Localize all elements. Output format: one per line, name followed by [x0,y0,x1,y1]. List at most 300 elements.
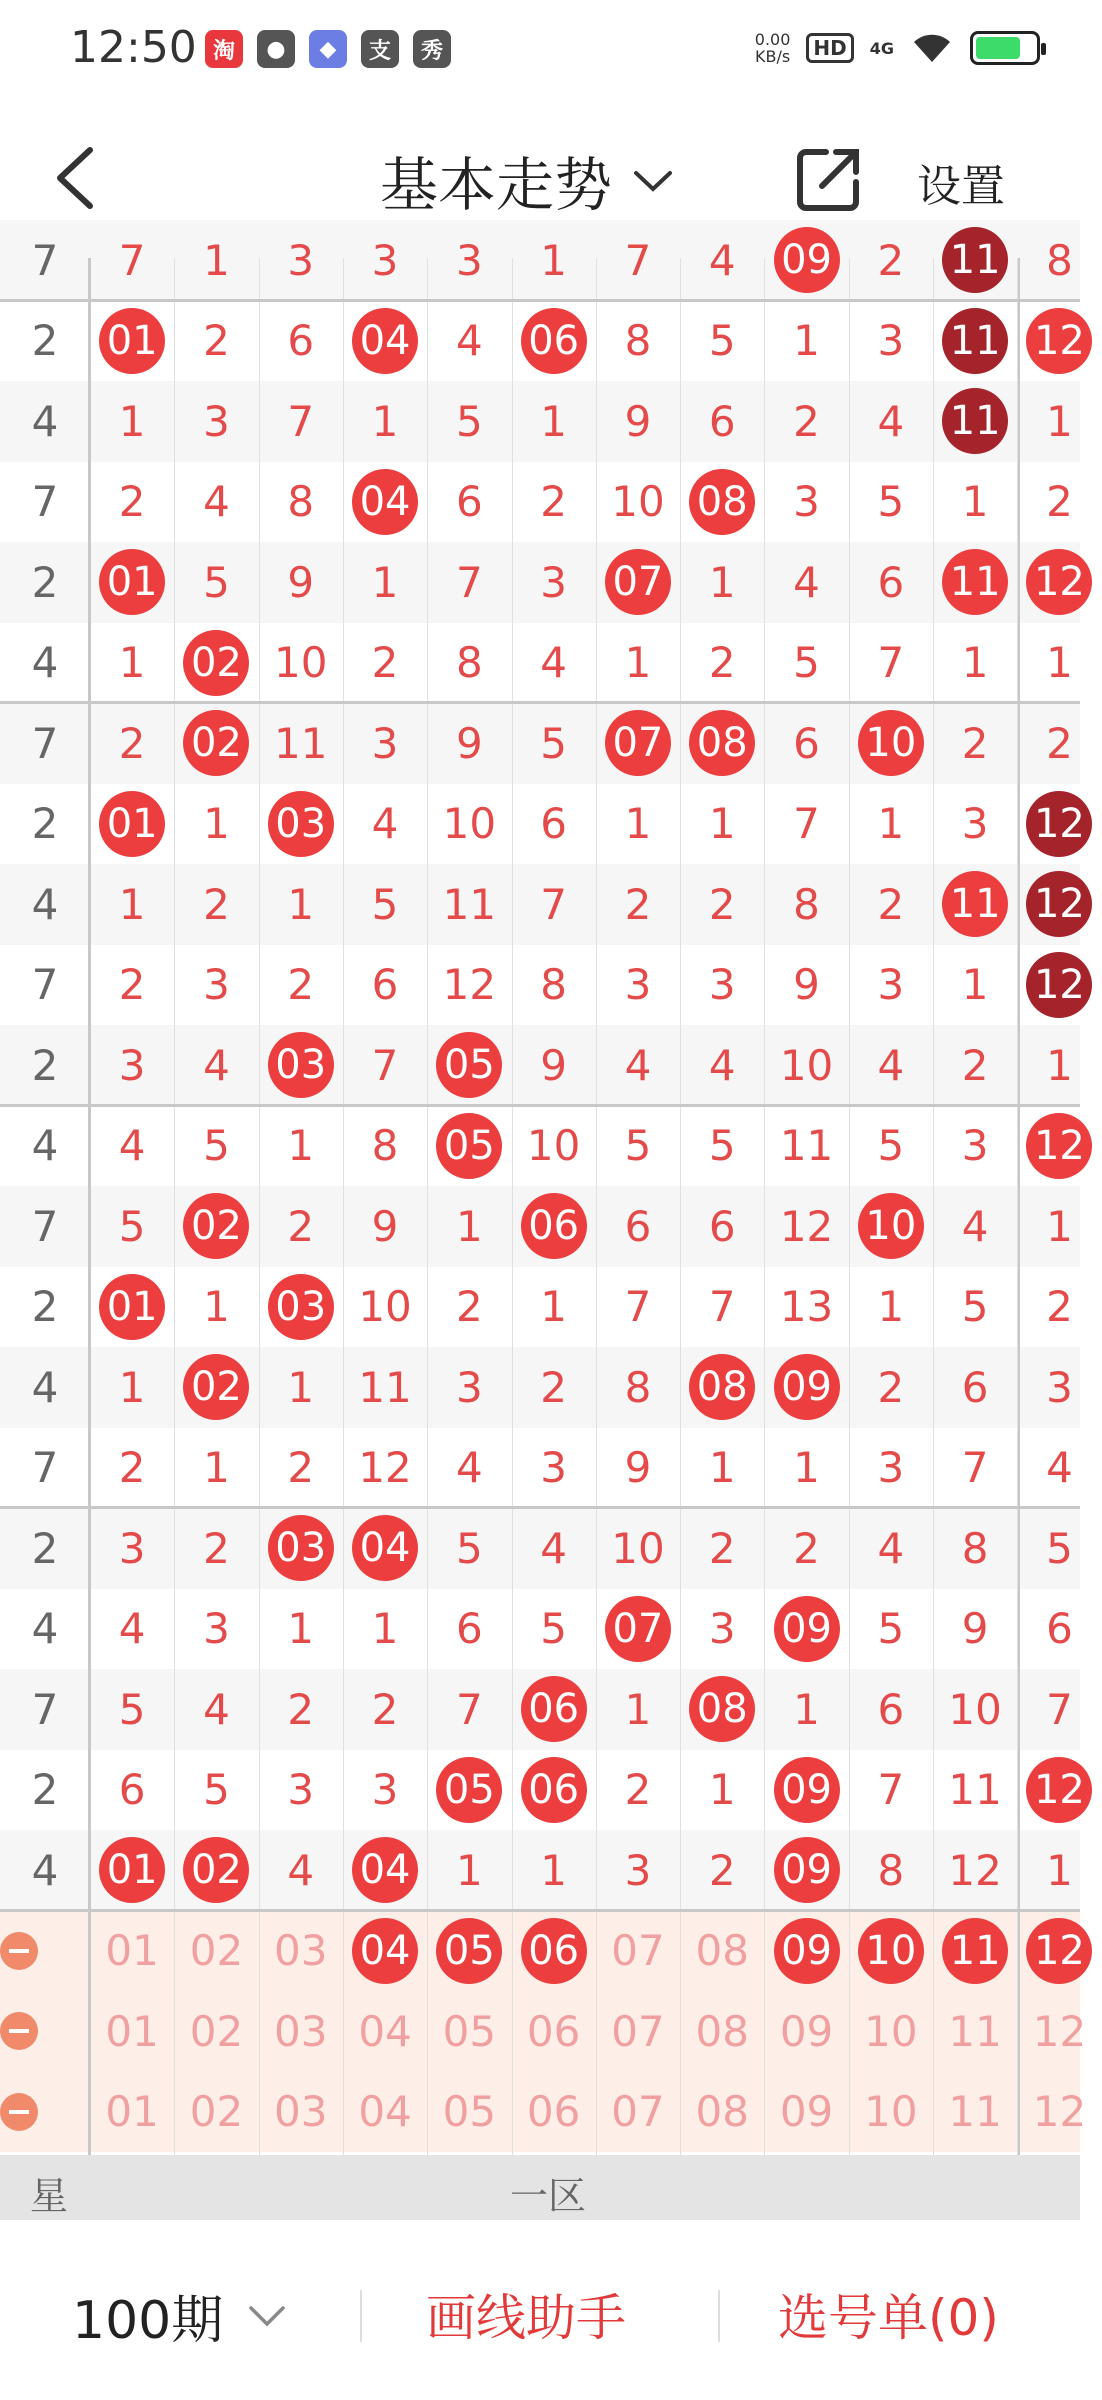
trend-cell: 10 [274,638,328,688]
hit-ball: 09 [774,1354,840,1420]
trend-cell: 4 [877,396,905,446]
trend-cell: 5 [540,718,568,768]
remove-row-icon[interactable] [0,2012,38,2050]
trend-cell: 10 [442,799,497,849]
trend-cell: 1 [624,638,652,688]
trend-cell: 3 [118,1040,146,1090]
trend-cell [933,220,1017,301]
column-line [427,258,428,2155]
trend-cell: 2 [961,718,989,768]
hit-ball: 11 [942,549,1008,615]
pick-number-cell[interactable] [849,1911,933,1992]
trend-cell: 2 [371,1684,399,1734]
trend-cell: 7 [287,396,315,446]
trend-cell: 4 [708,1040,736,1090]
trend-cell: 5 [877,1604,905,1654]
trend-cell: 1 [540,396,568,446]
trend-cell: 1 [877,799,905,849]
trend-cell: 2 [118,960,146,1010]
trend-cell: 7 [455,557,483,607]
row-label-cell: 4 [31,879,59,929]
hit-ball: 05 [436,1032,502,1098]
trend-cell: 6 [624,1201,652,1251]
pick-number-cell[interactable] [343,1911,427,1992]
trend-cell: 3 [961,1121,989,1171]
pick-number-cell[interactable]: 01 [105,2087,159,2137]
game-app: ◆ [309,30,347,68]
page-title: 基本走势 [380,151,613,219]
trend-cell [343,1508,427,1589]
pick-number-cell[interactable]: 12 [1032,2087,1087,2137]
trend-cell: 1 [540,1282,568,1332]
trend-cell: 2 [961,1040,989,1090]
trend-cell: 6 [877,1684,905,1734]
group-divider [0,299,1080,302]
row-label-cell: 2 [31,557,59,607]
trend-cell: 1 [793,1684,820,1734]
trend-cell: 4 [118,1121,146,1171]
notification-icons [205,30,451,68]
pick-number-cell[interactable]: 09 [779,2087,834,2137]
pick-number-cell[interactable]: 09 [779,2006,834,2056]
trend-cell: 5 [118,1684,146,1734]
trend-cell: 4 [961,1201,989,1251]
trend-cell: 2 [793,396,820,446]
settings-button[interactable]: 设置 [917,161,1005,212]
hit-ball: 10 [858,1193,924,1259]
row-label-cell: 7 [31,1684,59,1734]
trend-cell: 7 [961,1443,989,1493]
trend-cell: 1 [540,235,568,285]
draw-row [0,1830,1080,1911]
trend-cell: 6 [287,316,315,366]
trend-cell: 1 [793,316,820,366]
trend-cell: 1 [961,638,989,688]
trend-cell: 4 [203,1040,230,1090]
trend-cell: 1 [708,799,736,849]
trend-cell: 9 [371,1201,399,1251]
trend-cell [764,220,848,301]
trend-cell: 4 [287,1845,315,1895]
trend-cell [174,703,258,784]
trend-cell: 5 [371,879,399,929]
trend-cell: 11 [358,1362,412,1412]
trend-cell: 8 [961,1523,989,1573]
trend-cell: 6 [793,718,820,768]
trend-cell: 5 [708,316,736,366]
trend-cell: 6 [540,799,568,849]
trend-cell: 7 [624,1282,652,1332]
trend-cell [1017,784,1101,865]
trend-cell: 3 [203,1604,230,1654]
trend-cell: 3 [540,1443,568,1493]
pick-number-cell[interactable]: 08 [695,2087,749,2137]
hit-ball: 04 [352,1837,418,1903]
hit-ball: 11 [942,227,1008,293]
trend-cell: 2 [203,316,230,366]
trend-cell: 11 [274,718,328,768]
trend-cell: 1 [1046,396,1073,446]
hit-ball: 09 [774,1757,840,1823]
row-label-cell: 2 [31,1282,59,1332]
draw-row [0,1267,1080,1348]
trend-cell [764,1830,848,1911]
hit-ball: 04 [352,308,418,374]
pick-number-cell[interactable]: 05 [442,2006,497,2056]
hit-ball: 01 [99,791,165,857]
trend-cell: 4 [793,557,820,607]
trend-cell [1017,1106,1101,1187]
trend-cell: 1 [203,1443,230,1493]
trend-cell: 2 [287,1443,315,1493]
battery-icon [970,31,1040,65]
pick-number-cell[interactable]: 08 [695,1926,749,1976]
hit-ball: 09 [774,227,840,293]
hit-ball: 12 [1026,791,1092,857]
trend-cell: 1 [455,1845,483,1895]
star-label: 星 [30,2174,69,2218]
trend-cell: 3 [203,960,230,1010]
hit-ball: 05 [436,1113,502,1179]
remove-row-icon[interactable] [0,2093,38,2131]
pick-number-cell[interactable]: 06 [526,2087,581,2137]
trend-cell: 5 [455,1523,483,1573]
speed-value: 0.00 [754,30,791,49]
period-selector[interactable] [72,2278,287,2353]
trend-cell: 1 [118,879,146,929]
column-line [933,258,934,2155]
hit-ball: 06 [521,1918,587,1984]
pick-number-cell[interactable]: 10 [864,2087,918,2137]
trend-cell [343,1830,427,1911]
trend-cell: 9 [455,718,483,768]
row-label-cell: 2 [31,799,59,849]
pick-number-cell[interactable]: 01 [105,1926,159,1976]
trend-cell [512,301,596,382]
pick-number-cell[interactable]: 03 [274,2006,328,2056]
group-divider [0,1909,1080,1912]
trend-cell: 10 [358,1282,412,1332]
xiu-app: 秀 [413,30,451,68]
trend-cell: 1 [287,1362,315,1412]
draw-row [0,220,1080,301]
trend-cell: 8 [1046,235,1073,285]
trend-cell: 5 [961,1282,989,1332]
trend-cell [764,1347,848,1428]
trend-cell: 4 [118,1604,146,1654]
trend-cell: 1 [455,1201,483,1251]
trend-cell [90,784,174,865]
trend-cell: 6 [708,396,736,446]
trend-cell: 1 [1046,1845,1073,1895]
trend-cell: 10 [611,1523,665,1573]
trend-cell: 2 [203,1523,230,1573]
pick-number-cell[interactable]: 06 [526,2006,581,2056]
system-indicators [755,30,1040,66]
trend-cell: 10 [526,1121,581,1171]
trend-cell [259,1508,343,1589]
trend-cell: 3 [287,235,315,285]
period-label: 100期 [72,2291,224,2351]
trend-cell: 11 [442,879,497,929]
trend-cell: 11 [779,1121,834,1171]
trend-cell: 3 [708,960,736,1010]
trend-cell: 3 [624,960,652,1010]
trend-cell: 7 [1046,1684,1073,1734]
draw-line-helper-button[interactable]: 画线助手 [426,2289,626,2347]
share-icon[interactable] [792,144,864,216]
hit-ball: 01 [99,308,165,374]
pick-number-cell[interactable]: 03 [274,2087,328,2137]
trend-cell: 10 [948,1684,1002,1734]
trend-cell: 12 [779,1201,834,1251]
pick-number-cell[interactable]: 04 [358,2087,412,2137]
trend-cell: 1 [371,1604,399,1654]
draw-row [0,1025,1080,1106]
trend-cell: 2 [877,235,905,285]
trend-cell: 2 [203,879,230,929]
trend-cell [174,623,258,704]
draw-row [0,864,1085,945]
row-label-cell: 4 [31,1121,59,1171]
trend-cell [512,1186,596,1267]
trend-cell [427,1025,511,1106]
hit-ball: 08 [689,1676,755,1742]
trend-cell: 8 [793,879,820,929]
trend-cell: 5 [540,1604,568,1654]
column-line [596,258,597,2155]
pick-number-cell[interactable]: 07 [611,2087,665,2137]
trend-cell [764,1589,848,1670]
pick-number-cell[interactable]: 05 [442,2087,497,2137]
trend-cell: 1 [624,1684,652,1734]
trend-cell [259,784,343,865]
wechat-icon: ● [257,30,295,68]
row-label-cell: 7 [31,1443,59,1493]
pick-number-cell[interactable]: 02 [189,2087,244,2137]
trend-cell: 8 [455,638,483,688]
column-line [849,258,850,2155]
trend-cell [343,462,427,543]
pick-row[interactable] [0,1911,1085,1992]
trend-cell: 2 [118,1443,146,1493]
pick-number-cell[interactable]: 02 [189,1926,244,1976]
hit-ball: 12 [1026,952,1092,1018]
trend-cell: 4 [455,1443,483,1493]
chevron-down-icon [632,165,674,195]
trend-cell: 8 [624,1362,652,1412]
pick-number-cell[interactable] [764,1911,848,1992]
trend-cell: 1 [203,235,230,285]
draw-row [0,1347,1080,1428]
pick-number-cell[interactable]: 11 [948,2006,1002,2056]
trend-cell: 9 [624,396,652,446]
trend-cell: 5 [793,638,820,688]
hit-ball: 03 [268,1515,334,1581]
trend-cell: 3 [371,718,399,768]
hit-ball: 06 [521,308,587,374]
trend-cell: 5 [203,557,230,607]
pick-number-cell[interactable]: 03 [274,1926,328,1976]
trend-cell: 5 [118,1201,146,1251]
alipay-app: 支 [361,30,399,68]
pick-row[interactable] [0,1991,1087,2072]
pick-number-cell[interactable]: 02 [189,2006,244,2056]
trend-cell: 1 [708,1443,736,1493]
trend-cell [933,381,1017,462]
row-label-cell: 7 [31,477,59,527]
pick-number-cell[interactable]: 01 [105,2006,159,2056]
pick-number-cell[interactable]: 12 [1032,2006,1087,2056]
pick-number-cell[interactable] [512,1911,596,1992]
trend-cell: 5 [203,1765,230,1815]
draw-row [0,623,1080,704]
trend-cell: 10 [611,477,665,527]
trend-cell: 7 [540,879,568,929]
trend-cell: 3 [203,396,230,446]
trend-cell: 2 [118,718,146,768]
trend-cell: 6 [371,960,399,1010]
trend-cell [933,301,1017,382]
draw-row [0,784,1085,865]
trend-cell: 2 [1046,477,1073,527]
hit-ball: 05 [436,1918,502,1984]
trend-cell: 12 [948,1845,1002,1895]
column-line [512,258,513,2155]
trend-cell: 6 [455,477,483,527]
status-bar [0,0,1080,100]
pick-number-cell[interactable] [933,1911,1017,1992]
trend-cell: 8 [540,960,568,1010]
column-divider [88,258,91,2155]
trend-cell: 2 [287,960,315,1010]
trend-cell: 1 [708,557,736,607]
trend-cell: 3 [624,1845,652,1895]
trend-cell: 4 [877,1523,905,1573]
row-label-cell: 7 [31,1201,59,1251]
trend-cell [1017,945,1101,1026]
trend-cell: 1 [877,1282,905,1332]
trend-cell: 7 [624,235,652,285]
trend-cell: 7 [877,638,905,688]
trend-cell: 1 [287,1604,315,1654]
trend-cell: 9 [961,1604,989,1654]
trend-cell [1017,301,1101,382]
row-label-cell: 4 [31,1604,59,1654]
signal-icon: 4G [869,38,894,58]
selection-list-button[interactable]: 选号单(0) [778,2289,999,2347]
chevron-down-icon [247,2302,287,2330]
trend-cell [174,1186,258,1267]
divider [718,2290,720,2342]
trend-cell: 4 [455,316,483,366]
trend-cell [1017,864,1101,945]
hit-ball: 04 [352,1918,418,1984]
draw-row [0,1750,1085,1831]
trend-cell: 3 [540,557,568,607]
bottom-toolbar [0,2220,1080,2400]
pick-number-cell[interactable] [1017,1911,1101,1992]
trend-cell: 1 [118,1362,146,1412]
trend-cell: 7 [371,1040,399,1090]
pick-number-cell[interactable]: 07 [611,2006,665,2056]
trend-cell: 5 [877,477,905,527]
trend-cell: 3 [877,960,905,1010]
zone-label: 一区 [510,2174,587,2218]
trend-cell [680,462,764,543]
hit-ball: 12 [1026,308,1092,374]
trend-cell: 2 [793,1523,820,1573]
back-arrow-icon[interactable] [48,142,108,214]
trend-cell: 9 [793,960,820,1010]
trend-cell: 1 [708,1765,736,1815]
trend-cell: 1 [203,799,230,849]
trend-cell [849,1186,933,1267]
trend-cell [90,542,174,623]
hit-ball: 06 [521,1757,587,1823]
trend-cell: 3 [793,477,820,527]
trend-cell: 7 [455,1684,483,1734]
trend-cell: 3 [371,1765,399,1815]
trend-cell: 5 [455,396,483,446]
hd-icon: HD [806,33,853,63]
pick-row[interactable] [0,2072,1087,2153]
draw-row [0,703,1080,784]
remove-row-icon[interactable] [0,1932,38,1970]
group-divider [0,1506,1080,1509]
hit-ball: 04 [352,469,418,535]
trend-cell: 2 [118,477,146,527]
trend-cell: 3 [877,316,905,366]
trend-cell: 2 [540,477,568,527]
hit-ball: 04 [352,1515,418,1581]
draw-row [0,1508,1080,1589]
trend-cell [680,1347,764,1428]
trend-cell: 3 [455,1362,483,1412]
trend-cell: 2 [877,1362,905,1412]
pick-number-cell[interactable]: 04 [358,2006,412,2056]
trend-cell: 1 [540,1845,568,1895]
hit-ball: 02 [183,1193,249,1259]
hit-ball: 09 [774,1596,840,1662]
draw-row [0,1669,1080,1750]
draw-row [0,1186,1080,1267]
pick-number-cell[interactable] [427,1911,511,1992]
column-line [174,258,175,2155]
trend-cell: 12 [442,960,497,1010]
hit-ball: 05 [436,1757,502,1823]
trend-cell: 1 [371,557,399,607]
draw-row [0,381,1080,462]
trend-cell [427,1106,511,1187]
clock: 12:50 [70,22,197,73]
trend-cell [512,1750,596,1831]
trend-cell: 2 [624,879,652,929]
wifi-icon [910,30,954,66]
trend-cell: 5 [203,1121,230,1171]
hit-ball: 07 [605,549,671,615]
pick-number-cell[interactable]: 11 [948,2087,1002,2137]
pick-number-cell[interactable]: 08 [695,2006,749,2056]
hit-ball: 11 [942,871,1008,937]
hit-ball: 11 [942,388,1008,454]
hit-ball: 01 [99,549,165,615]
title-dropdown[interactable] [380,138,674,222]
pick-number-cell[interactable]: 07 [611,1926,665,1976]
pick-number-cell[interactable]: 10 [864,2006,918,2056]
trend-cell: 1 [961,960,989,1010]
trend-cell: 1 [1046,638,1073,688]
